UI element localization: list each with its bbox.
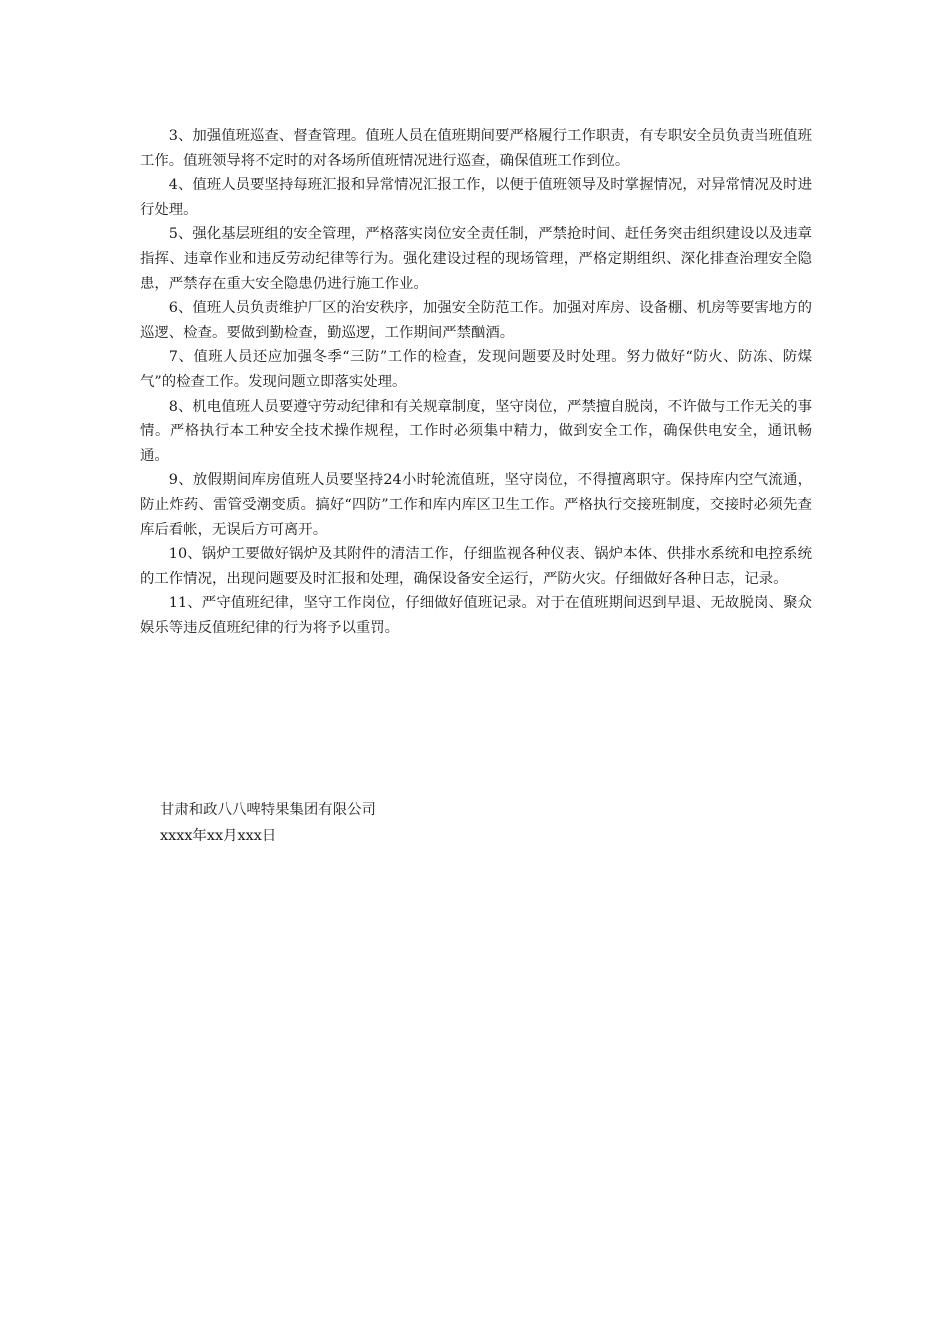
document-body <box>140 124 812 640</box>
paragraph-item-9: 9、放假期间库房值班人员要坚持24小时轮流值班，坚守岗位，不得擅离职守。保持库内空气流通，防止炸药、雷管受潮变质。搞好“四防”工作和库内库区卫生工作。严格执行交接班制度，交接时必须先查库后看帐，无误后方可离开。 <box>140 472 812 538</box>
paragraph-item-7: 7、值班人员还应加强冬季“三防”工作的检查，发现问题要及时处理。努力做好“防火、防冻、防煤气”的检查工作。发现问题立即落实处理。 <box>140 349 812 390</box>
paragraph-item-10: 10、锅炉工要做好锅炉及其附件的清洁工作，仔细监视各种仪表、锅炉本体、供排水系统和电控系统的工作情况，出现问题要及时汇报和处理，确保设备安全运行，严防火灾。仔细做好各种日志，记录。 <box>140 546 812 587</box>
paragraph-item-5: 5、强化基层班组的安全管理，严格落实岗位安全责任制，严禁抢时间、赶任务突击组织建设以及违章指挥、违章作业和违反劳动纪律等行为。强化建设过程的现场管理，严格定期组织、深化排查治理安全隐患，严禁存在重大安全隐患仍进行施工作业。 <box>140 226 812 292</box>
paragraph-item-3: 3、加强值班巡查、督查管理。值班人员在值班期间要严格履行工作职责，有专职安全员负责当班值班工作。值班领导将不定时的对各场所值班情况进行巡查，确保值班工作到位。 <box>140 128 812 169</box>
paragraph-item-6: 6、值班人员负责维护厂区的治安秩序，加强安全防范工作。加强对库房、设备棚、机房等要害地方的巡逻、检查。要做到勤检查，勤巡逻，工作期间严禁酗酒。 <box>140 300 812 341</box>
company-name: 甘肃和政八八啤特果集团有限公司 <box>160 802 376 818</box>
signature-date: xxxx年xx月xxx日 <box>160 828 277 844</box>
signature-block <box>160 797 760 849</box>
paragraph-item-11: 11、严守值班纪律，坚守工作岗位，仔细做好值班记录。对于在值班期间迟到早退、无故脱岗、聚众娱乐等违反值班纪律的行为将予以重罚。 <box>140 595 812 636</box>
paragraph-item-8: 8、机电值班人员要遵守劳动纪律和有关规章制度，坚守岗位，严禁擅自脱岗，不许做与工作无关的事情。严格执行本工种安全技术操作规程，工作时必须集中精力，做到安全工作，确保供电安全，通讯畅通。 <box>140 398 812 464</box>
paragraph-item-4: 4、值班人员要坚持每班汇报和异常情况汇报工作，以便于值班领导及时掌握情况，对异常情况及时进行处理。 <box>140 177 812 218</box>
